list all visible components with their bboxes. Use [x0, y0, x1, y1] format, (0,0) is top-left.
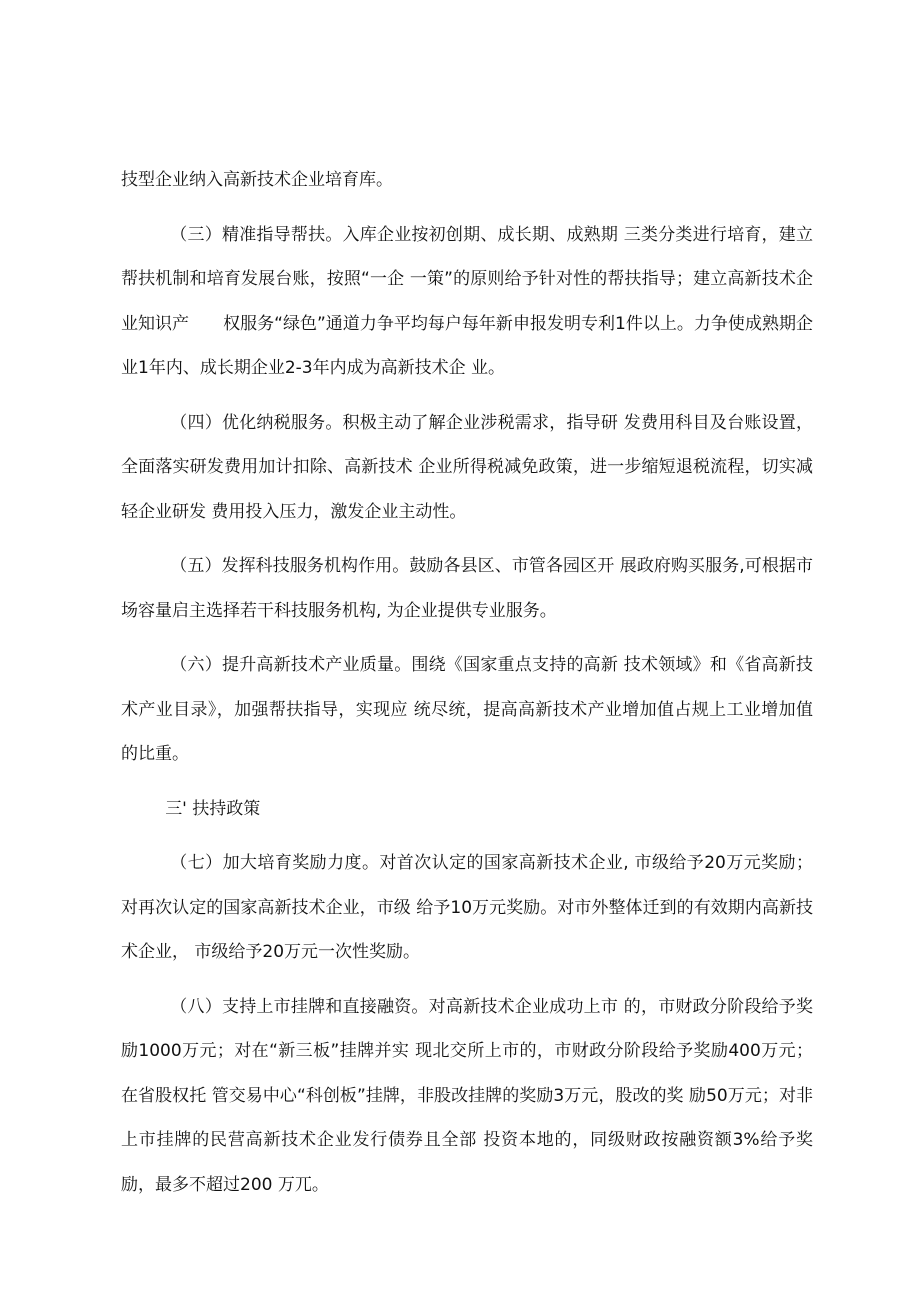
document-body: [121, 158, 813, 1217]
section-heading-support-policy: 三' 扶持政策: [165, 798, 261, 819]
paragraph-4-tax-service: （四）优化纳税服务。积极主动了解企业涉税需求，指导研 发费用科目及台账设置，全面落实研发费用加计扣除、高新技术 企业所得税减免政策，进一步缩短退税流程，切实减轻企业研发 费用投入压力，激发企业主动性。: [121, 412, 813, 522]
paragraph-7-rewards: （七）加大培育奖励力度。对首次认定的国家高新技术企业, 市级给予20万元奖励；对再次认定的国家高新技术企业，市级 给予10万元奖励。对市外整体迁到的有效期内高新技术企业， 市级给予20万元一次性奖励。: [121, 853, 813, 962]
paragraph-6-industry-quality: （六）提升高新技术产业质量。围绕《国家重点支持的高新 技术领域》和《省高新技术产业目录》，加强帮扶指导，实现应 统尽统，提高高新技术产业增加值占规上工业增加值的比重。: [121, 655, 813, 764]
paragraph-3-guidance: （三）精准指导帮扶。入库企业按初创期、成长期、成熟期 三类分类进行培育，建立帮扶机制和培育发展台账，按照“一企 一策”的原则给予针对性的帮扶指导；建立高新技术企业知识产 权服务“绿色”通道力争平均每户每年新申报发明专利1件以上。力争使成熟期企业1年内、成长期企业2-3年内成为高新技术企 业。: [121, 224, 813, 378]
paragraph-continuation: 技型企业纳入高新技术企业培育库。: [121, 170, 393, 190]
paragraph-8-listing-financing: （八）支持上市挂牌和直接融资。对高新技术企业成功上市 的，市财政分阶段给予奖励1000万元；对在“新三板”挂牌并实 现北交所上市的，市财政分阶段给予奖励400万元；在省股权托 管交易中心“科创板”挂牌，非股改挂牌的奖励3万元，股改的奖 励50万元；对非上市挂牌的民营高新技术企业发行债券且全部 投资本地的，同级财政按融资额3%给予奖励，最多不超过200 万兀。: [121, 996, 813, 1195]
paragraph-5-service-agencies: （五）发挥科技服务机构作用。鼓励各县区、市管各园区开 展政府购买服务,可根据市场容量启主选择若干科技服务机构, 为企业提供专业服务。: [121, 556, 813, 621]
